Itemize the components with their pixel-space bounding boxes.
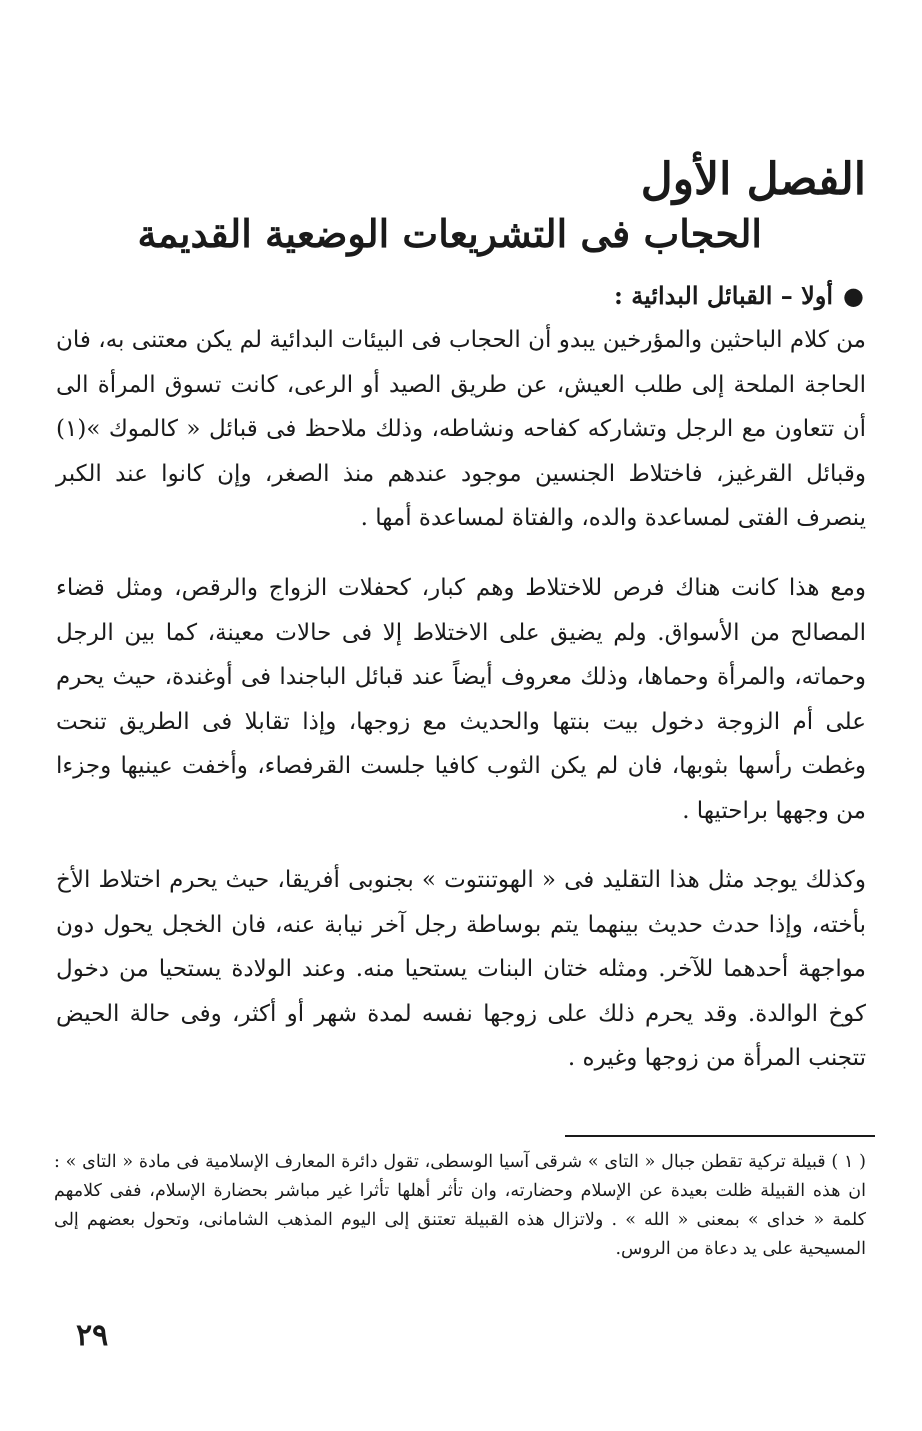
chapter-subtitle: الحجاب فى التشريعات الوضعية القديمة xyxy=(137,211,762,256)
paragraph-2: ومع هذا كانت هناك فرص للاختلاط وهم كبار، كحفلات الزواج والرقص، ومثل قضاء المصالح من الأسواق. ولم يضيق على الاختلاط إلا فى حالات معينة، كما بين الرجل وحماته، والمرأة وحماها، وذلك معروف أيضاً عند قبائل الباجندا فى أوغندة، حيث يحرم على أم الزوجة دخول بيت بنتها والحديث مع زوجها، وإذا تقابلا فى الطريق تنحت وغطت رأسها بثوبها، فان لم يكن الثوب كافيا جلست القرفصاء، وأخفت عينيها وجزءا من وجهها براحتيها . xyxy=(56,575,866,824)
section-heading-text: أولا – القبائل البدائية : xyxy=(614,281,834,310)
paragraph-3: وكذلك يوجد مثل هذا التقليد فى « الهوتنتوت » بجنوبى أفريقا، حيث يحرم اختلاط الأخ بأخته، وإذا حدث حديث بينهما يتم بوساطة رجل آخر نيابة عنه، فان الخجل يحول دون مواجهة أحدهما للآخر. ومثله ختان البنات يستحيا منه. وعند الولادة يستحيا من دخول كوخ الوالدة. وقد يحرم ذلك على زوجها نفسه لمدة شهر أو أكثر، وفى حالة الحيض تتجنب المرأة من زوجها وغيره . xyxy=(56,867,866,1071)
chapter-title: الفصل الأول xyxy=(640,154,866,205)
bullet-icon: ● xyxy=(843,281,864,310)
footnote-divider xyxy=(565,1135,875,1137)
footnote: ( ١ ) قبيلة تركية تقطن جبال « التاى » شرقى آسيا الوسطى، تقول دائرة المعارف الإسلامية فى مادة « التاى » : ان هذه القبيلة ظلت بعيدة عن الإسلام وحضارته، وان تأثر أهلها تأثرا غير مباشر بحضارة الإسلام، ففى كلامهم كلمة « خداى » بمعنى « الله » . ولاتزال هذه القبيلة تعتنق إلى اليوم المذهب الشامانى، وتحول بعضهم إلى المسيحية على يد دعاة من الروس. xyxy=(54,1152,866,1259)
section-heading xyxy=(614,276,864,316)
page-number: ٢٩ xyxy=(76,1318,109,1353)
paragraph-1: من كلام الباحثين والمؤرخين يبدو أن الحجاب فى البيئات البدائية لم يكن معتنى به، فان الحاجة الملحة إلى طلب العيش، عن طريق الصيد أو الرعى، كانت تسوق المرأة الى أن تتعاون مع الرجل وتشاركه كفاحه ونشاطه، وذلك ملاحظ فى قبائل « كالموك »(١) وقبائل القرغيز، فاختلاط الجنسين موجود عندهم منذ الصغر، وإن كانوا عند الكبر ينصرف الفتى لمساعدة والده، والفتاة لمساعدة أمها . xyxy=(56,327,866,531)
